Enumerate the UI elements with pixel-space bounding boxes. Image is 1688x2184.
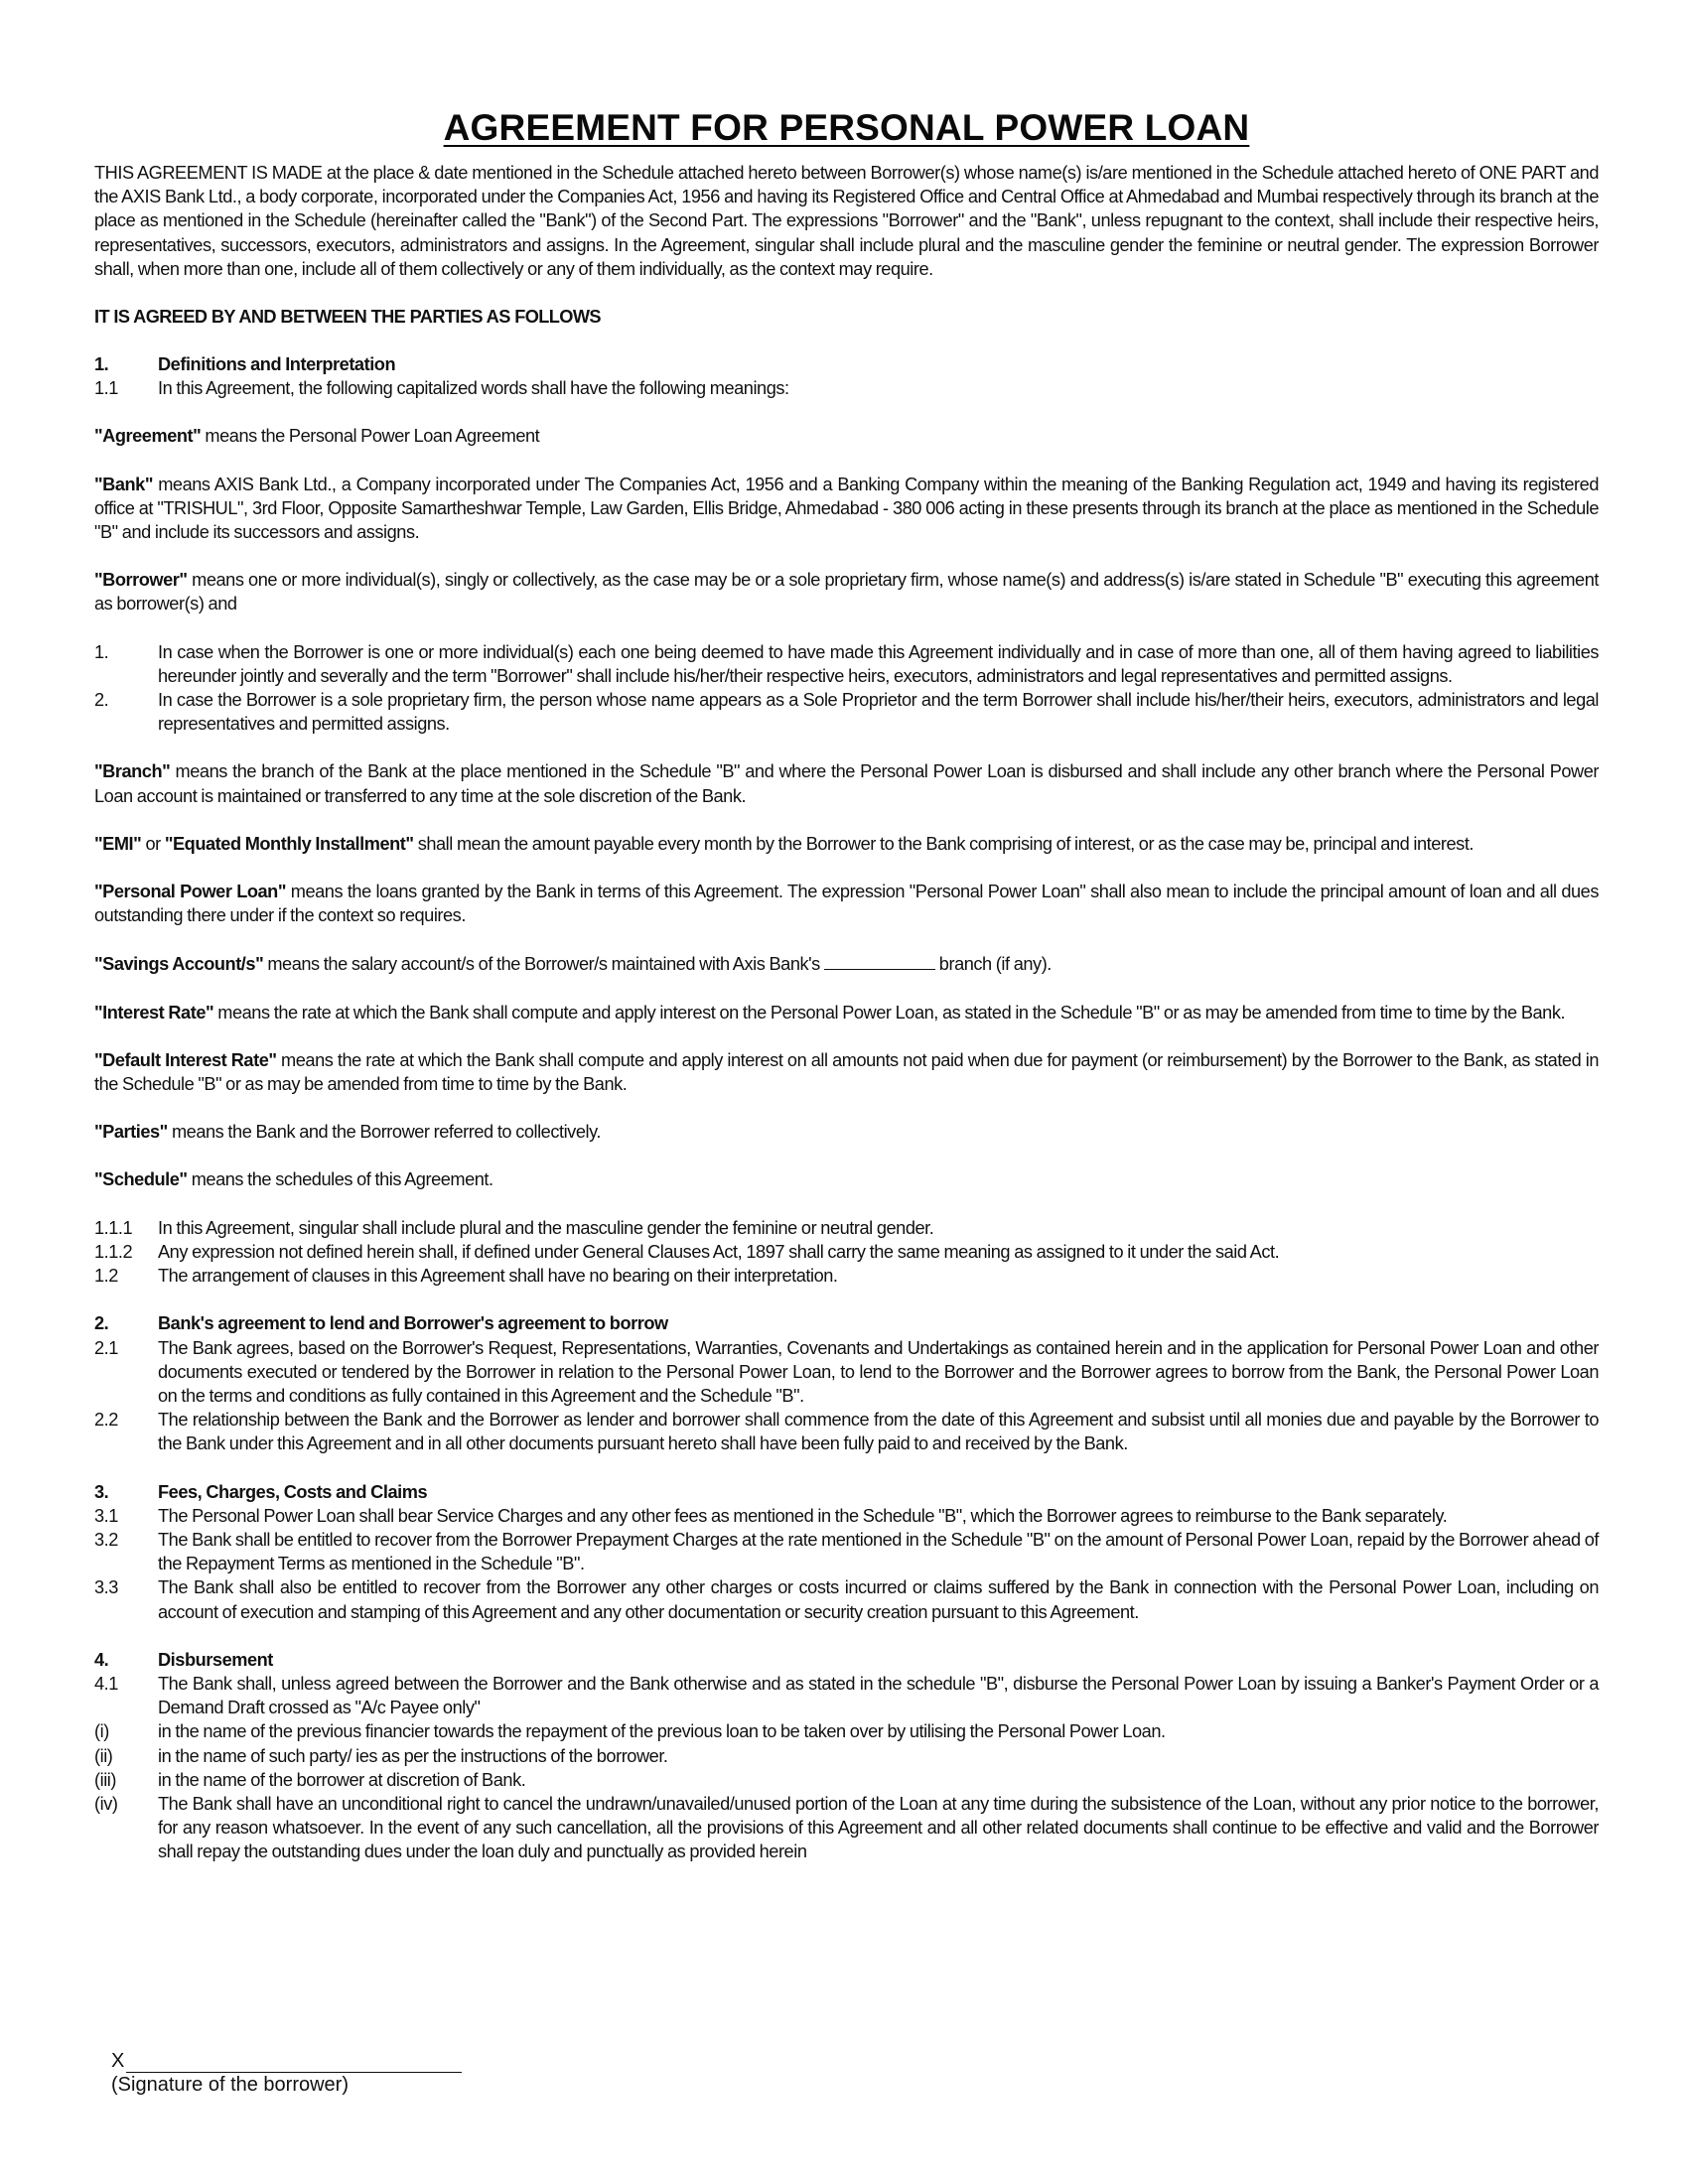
clause-1-1: 1.1 In this Agreement, the following capitalized words shall have the following meanings: (94, 378, 789, 399)
section-3-heading: 3. Fees, Charges, Costs and Claims (94, 1481, 428, 1502)
clause-1-1-1: 1.1.1 In this Agreement, singular shall include plural and the masculine gender the feminine or neutral gender. (94, 1217, 934, 1238)
definition-emi: "EMI" or "Equated Monthly Installment" shall mean the amount payable every month by the Borrower to the Bank comprising of interest, or as the case may be, principal and interest. (94, 833, 1475, 854)
definition-branch: "Branch" means the branch of the Bank at the place mentioned in the Schedule "B" and where the Personal Power Loan is disbursed and shall include any other branch where the Personal Power Loan account is maintained or transferred to any time at the sole discretion of the Bank. (94, 761, 1599, 806)
definition-savings-account: "Savings Account/s" means the salary account/s of the Borrower/s maintained with Axis Bank's branch (if any). (94, 951, 1599, 976)
clause-3-2: 3.2 The Bank shall be entitled to recover from the Borrower Prepayment Charges at the rate mentioned in the Schedule "B" on the amount of Personal Power Loan, repaid by the Borrower ahead of the Repayment Terms as mentioned in the Schedule "B". (94, 1529, 1599, 1574)
preamble: THIS AGREEMENT IS MADE at the place & date mentioned in the Schedule attached hereto between Borrower(s) whose name(s) is/are mentioned in the Schedule attached hereto of ONE PART and the AXIS Bank Ltd., a body corporate, incorporated under the Companies Act, 1956 and having its Registered Office and Central Office at Ahmedabad and Mumbai respectively through its branch at the place as mentioned in the Schedule (hereinafter called the "Bank") of the Second Part. The expressions "Borrower" and the "Bank", unless repugnant to the context, shall include their respective heirs, representatives, successors, executors, administrators and assigns. In the Agreement, singular shall include plural and the masculine gender the feminine or neutral gender. The expression Borrower shall, when more than one, include all of them collectively or any of them individually, as the context may require. (94, 163, 1599, 279)
definition-parties: "Parties" means the Bank and the Borrower referred to collectively. (94, 1122, 601, 1143)
definition-default-interest-rate: "Default Interest Rate" means the rate at which the Bank shall compute and apply interest on all amounts not paid when due for payment (or reimbursement) by the Borrower to the Bank, as stated in the Schedule "B" or as may be amended from time to time by the Bank. (94, 1049, 1599, 1095)
definition-bank: "Bank" means AXIS Bank Ltd., a Company incorporated under The Companies Act, 1956 and a Banking Company within the meaning of the Banking Regulation act, 1949 and having its registered office at "TRISHUL", 3rd Floor, Opposite Samartheshwar Temple, Law Garden, Ellis Bridge, Ahmedabad - 380 006 acting in these presents through its branch at the place as mentioned in the Schedule "B" and include its successors and assigns. (94, 474, 1599, 543)
borrower-item-2: 2. In case the Borrower is a sole proprietary firm, the person whose name appears as a Sole Proprietor and the term Borrower shall include his/her/their heirs, executors, administrators and legal representatives and permitted assigns. (94, 690, 1599, 735)
clause-3-1: 3.1 The Personal Power Loan shall bear Service Charges and any other fees as mentioned in the Schedule "B", which the Borrower agrees to reimburse to the Bank separately. (94, 1505, 1448, 1526)
agreement-page (94, 107, 1599, 1864)
clause-4-1-ii: (ii) in the name of such party/ ies as per the instructions of the borrower. (94, 1745, 668, 1766)
clause-4-1-i: (i) in the name of the previous financier towards the repayment of the previous loan to be taken over by utilising the Personal Power Loan. (94, 1721, 1166, 1742)
definition-schedule: "Schedule" means the schedules of this Agreement. (94, 1169, 493, 1190)
definition-interest-rate: "Interest Rate" means the rate at which the Bank shall compute and apply interest on the Personal Power Loan, as stated in the Schedule "B" or as may be amended from time to time by the Bank. (94, 1002, 1566, 1023)
section-4-heading: 4. Disbursement (94, 1649, 273, 1670)
signature-mark: X (111, 2050, 125, 2072)
clause-4-1-iv: (iv) The Bank shall have an unconditional right to cancel the undrawn/unavailed/unused portion of the Loan at any time during the subsistence of the Loan, without any prior notice to the borrower, for any reason whatsoever. In the event of any such cancellation, all the provisions of this Agreement and all other related documents shall continue to be effective and valid and the Borrower shall repay the outstanding dues under the loan duly and punctually as provided herein (94, 1793, 1599, 1862)
clause-2-1: 2.1 The Bank agrees, based on the Borrower's Request, Representations, Warranties, Covenants and Undertakings as contained herein and in the application for Personal Power Loan and other documents executed or tendered by the Borrower in relation to the Personal Power Loan, to lend to the Borrower and the Borrower agrees to borrow from the Bank, the Personal Power Loan on the terms and conditions as fully contained in this Agreement and the Schedule "B". (94, 1337, 1599, 1406)
signature-caption: (Signature of the borrower) (111, 2074, 350, 2096)
branch-blank-field[interactable] (824, 951, 935, 970)
section-2-heading: 2. Bank's agreement to lend and Borrower's agreement to borrow (94, 1313, 668, 1334)
document-title: AGREEMENT FOR PERSONAL POWER LOAN (443, 107, 1250, 148)
agreed-heading: IT IS AGREED BY AND BETWEEN THE PARTIES AS FOLLOWS (94, 307, 601, 328)
signature-line[interactable] (126, 2054, 462, 2073)
clause-2-2: 2.2 The relationship between the Bank and the Borrower as lender and borrower shall commence from the date of this Agreement and subsist until all monies due and payable by the Borrower to the Bank under this Agreement and in all other documents pursuant hereto shall have been fully paid to and received by the Bank. (94, 1410, 1599, 1454)
clause-4-1: 4.1 The Bank shall, unless agreed between the Borrower and the Bank otherwise and as stated in the schedule "B", disburse the Personal Power Loan by issuing a Banker's Payment Order or a Demand Draft crossed as "A/c Payee only" (94, 1673, 1599, 1718)
clause-1-1-2: 1.1.2 Any expression not defined herein shall, if defined under General Clauses Act, 1897 shall carry the same meaning as assigned to it under the said Act. (94, 1241, 1280, 1262)
clause-1-2: 1.2 The arrangement of clauses in this Agreement shall have no bearing on their interpretation. (94, 1266, 838, 1287)
clause-4-1-iii: (iii) in the name of the borrower at discretion of Bank. (94, 1769, 526, 1790)
borrower-item-1: 1. In case when the Borrower is one or more individual(s) each one being deemed to have made this Agreement individually and in case of more than one, all of them having agreed to liabilities hereunder jointly and severally and the term "Borrower" shall include his/her/their respective heirs, executors, administrators and legal representatives and permitted assigns. (94, 641, 1599, 686)
definition-agreement: "Agreement" means the Personal Power Loan Agreement (94, 426, 540, 447)
clause-3-3: 3.3 The Bank shall also be entitled to recover from the Borrower any other charges or costs incurred or claims suffered by the Bank in connection with the Personal Power Loan, including on account of execution and stamping of this Agreement and any other documentation or security creation pursuant to this Agreement. (94, 1577, 1599, 1622)
section-1-heading: 1. Definitions and Interpretation (94, 354, 396, 375)
definition-borrower: "Borrower" means one or more individual(s), singly or collectively, as the case may be or a sole proprietary firm, whose name(s) and address(s) is/are stated in Schedule "B" executing this agreement as borrower(s) and (94, 570, 1599, 614)
signature-block (111, 2049, 462, 2097)
definition-personal-power-loan: "Personal Power Loan" means the loans granted by the Bank in terms of this Agreement. The expression "Personal Power Loan" shall also mean to include the principal amount of loan and all dues outstanding there under if the context so requires. (94, 882, 1599, 926)
